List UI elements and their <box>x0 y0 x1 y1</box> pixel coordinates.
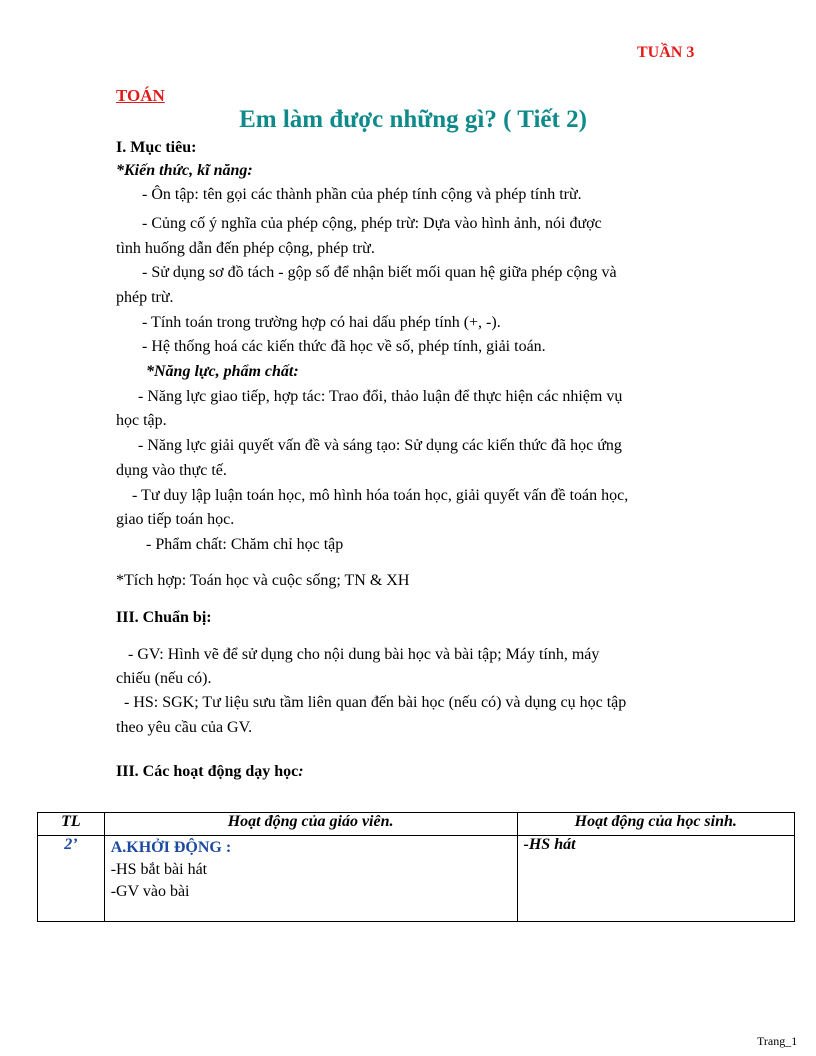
header-teacher: Hoạt động của giáo viên. <box>104 813 517 836</box>
row-teacher-activity <box>104 836 517 922</box>
activities-heading-colon: : <box>298 763 304 780</box>
week-label: TUẦN 3 <box>637 44 695 61</box>
knowledge-line: phép trừ. <box>116 289 174 306</box>
competence-line: - Tư duy lập luận toán học, mô hình hóa toán học, giải quyết vấn đề toán học, <box>132 487 629 504</box>
knowledge-line: - Sử dụng sơ đồ tách - gộp số để nhận biết mối quan hệ giữa phép cộng và <box>142 264 617 281</box>
page-number: Trang_1 <box>757 1034 798 1048</box>
knowledge-line: - Hệ thống hoá các kiến thức đã học về số, phép tính, giải toán. <box>142 338 546 355</box>
table-row <box>38 836 795 922</box>
header-time: TL <box>38 813 105 836</box>
competence-line: - Năng lực giao tiếp, hợp tác: Trao đổi, thảo luận để thực hiện các nhiệm vụ <box>138 388 623 405</box>
objectives-heading: I. Mục tiêu: <box>116 139 197 156</box>
preparation-line: - HS: SGK; Tư liệu sưu tầm liên quan đến bài học (nếu có) và dụng cụ học tập <box>124 694 627 711</box>
table-header-row <box>38 813 795 836</box>
knowledge-line: tình huống dẫn đến phép cộng, phép trừ. <box>116 240 375 257</box>
competence-line: - Năng lực giải quyết vấn đề và sáng tạo: Sử dụng các kiến thức đã học ứng <box>138 437 622 454</box>
competence-line: học tập. <box>116 412 167 429</box>
competence-line: giao tiếp toán học. <box>116 511 235 528</box>
lesson-plan-table <box>37 812 795 922</box>
knowledge-line: - Củng cố ý nghĩa của phép cộng, phép trừ: Dựa vào hình ảnh, nói được <box>142 215 602 232</box>
preparation-heading: III. Chuẩn bị: <box>116 609 212 626</box>
competence-line: - Phẩm chất: Chăm chỉ học tập <box>146 536 344 553</box>
activities-heading-text: III. Các hoạt động dạy học <box>116 763 299 780</box>
competence-line: dụng vào thực tế. <box>116 462 227 479</box>
teacher-step: -GV vào bài <box>110 883 190 900</box>
row-time: 2’ <box>38 836 105 922</box>
lesson-title: Em làm được những gì? ( Tiết 2) <box>239 106 587 133</box>
competence-heading: *Năng lực, phẩm chất: <box>146 363 299 380</box>
knowledge-heading: *Kiến thức, kĩ năng: <box>116 162 253 179</box>
activities-heading <box>116 763 304 781</box>
preparation-line: chiếu (nếu có). <box>116 670 212 687</box>
knowledge-line: - Tính toán trong trường hợp có hai dấu phép tính (+, -). <box>142 314 501 331</box>
warmup-title: A.KHỞI ĐỘNG : <box>110 839 232 856</box>
preparation-line: theo yêu cầu của GV. <box>116 719 253 736</box>
subject-label: TOÁN <box>116 86 165 105</box>
preparation-line: - GV: Hình vẽ để sử dụng cho nội dung bài học và bài tập; Máy tính, máy <box>128 646 600 663</box>
header-student: Hoạt động của học sinh. <box>517 813 794 836</box>
knowledge-line: - Ôn tập: tên gọi các thành phần của phép tính cộng và phép tính trừ. <box>142 186 582 203</box>
integration-line: *Tích hợp: Toán học và cuộc sống; TN & XH <box>116 572 410 589</box>
teacher-step: -HS bắt bài hát <box>110 861 208 878</box>
row-student-activity: -HS hát <box>517 836 794 922</box>
